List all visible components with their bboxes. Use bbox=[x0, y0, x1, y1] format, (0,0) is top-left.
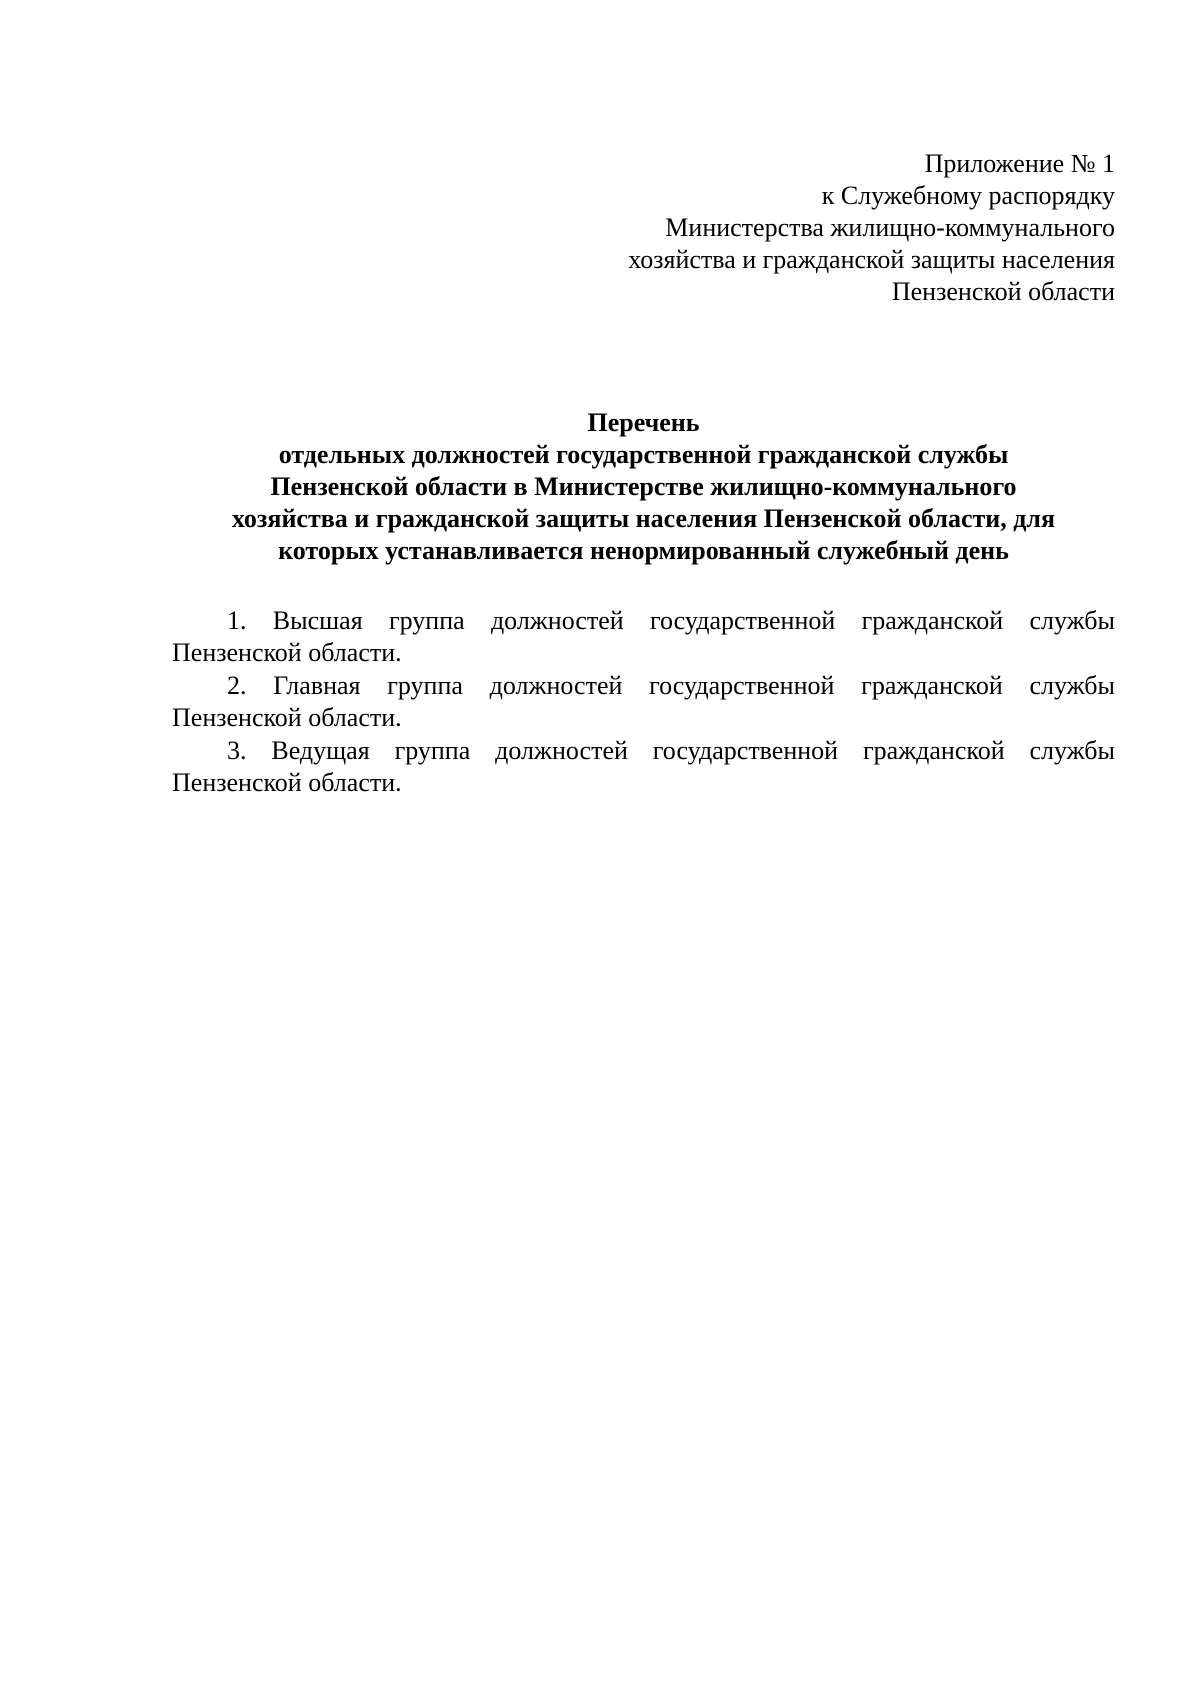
position-group-list bbox=[172, 605, 1115, 800]
list-item: 3. Ведущая группа должностей государственной гражданской службы Пензенской области. bbox=[172, 736, 1115, 797]
title-line: Пензенской области в Министерстве жилищно-коммунального bbox=[270, 472, 1017, 501]
appendix-line: Пензенской области bbox=[891, 277, 1115, 306]
title-line: которых устанавливается ненормированный служебный день bbox=[278, 536, 1009, 565]
list-item: 1. Высшая группа должностей государственной гражданской службы Пензенской области. bbox=[172, 606, 1115, 667]
list-item: 2. Главная группа должностей государственной гражданской службы Пензенской области. bbox=[172, 671, 1115, 732]
document-title bbox=[172, 407, 1115, 567]
title-line: хозяйства и гражданской защиты населения Пензенской области, для bbox=[231, 504, 1056, 533]
appendix-header bbox=[415, 148, 1115, 308]
appendix-line: к Служебному распорядку bbox=[821, 181, 1115, 210]
appendix-line: Приложение № 1 bbox=[924, 149, 1115, 178]
title-heading: Перечень bbox=[587, 408, 700, 437]
title-line: отдельных должностей государственной гражданской службы bbox=[278, 440, 1009, 469]
appendix-line: Министерства жилищно-коммунального bbox=[665, 213, 1115, 242]
appendix-line: хозяйства и гражданской защиты населения bbox=[628, 245, 1115, 274]
